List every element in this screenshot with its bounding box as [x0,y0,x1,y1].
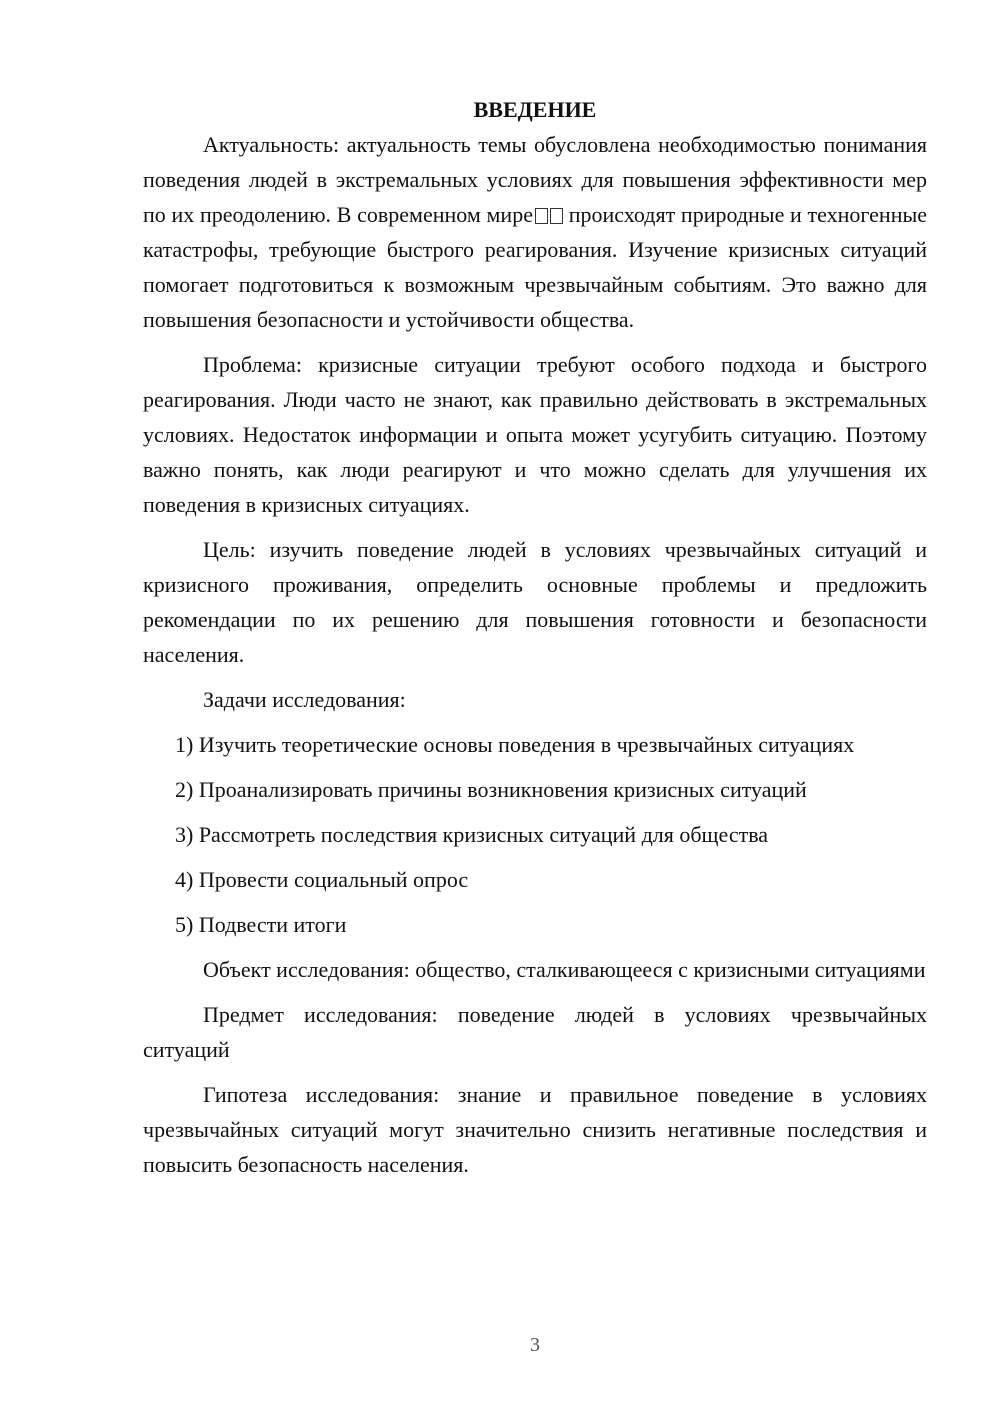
task-item: 2) Проанализировать причины возникновения кризисных ситуаций [175,777,807,802]
missing-glyph-icon [535,208,548,224]
subject-paragraph: Предмет исследования: поведение людей в условиях чрезвычайных ситуаций [143,1002,927,1062]
page-number: 3 [530,1334,540,1356]
task-item: 3) Рассмотреть последствия кризисных ситуаций для общества [175,822,769,847]
task-item: 4) Провести социальный опрос [175,867,469,892]
document-page [143,92,927,1192]
relevance-text: Актуальность: актуальность темы обусловлена необходимостью понимания поведения людей в экстремальных условиях для повышения эффективности мер по их преодолению. В современном мире [143,132,927,227]
hypothesis-paragraph: Гипотеза исследования: знание и правильное поведение в условиях чрезвычайных ситуаций могут значительно снизить негативные последствия и повысить безопасность населения. [143,1082,927,1177]
task-item: 1) Изучить теоретические основы поведения в чрезвычайных ситуациях [175,732,855,757]
object-paragraph: Объект исследования: общество, сталкивающееся с кризисными ситуациями [203,957,926,982]
goal-paragraph: Цель: изучить поведение людей в условиях чрезвычайных ситуаций и кризисного проживания, определить основные проблемы и предложить рекомендации по их решению для повышения готовности и безопасности населения. [143,537,927,667]
tasks-heading: Задачи исследования: [203,687,406,712]
task-item: 5) Подвести итоги [175,912,347,937]
relevance-paragraph [143,127,927,337]
problem-paragraph: Проблема: кризисные ситуации требуют особого подхода и быстрого реагирования. Люди часто не знают, как правильно действовать в экстремальных условиях. Недостаток информации и опыта может усугубить ситуацию. Поэтому важно понять, как люди реагируют и что можно сделать для улучшения их поведения в кризисных ситуациях. [143,352,927,517]
page-title: ВВЕДЕНИЕ [473,97,597,122]
missing-glyph-icon [550,208,563,224]
relevance-text-cont: происходят природные и техногенные катастрофы, требующие быстрого реагирования. Изучение кризисных ситуаций помогает подготовиться к возможным чрезвычайным событиям. Это важно для повышения безопасности и устойчивости общества. [143,202,928,332]
